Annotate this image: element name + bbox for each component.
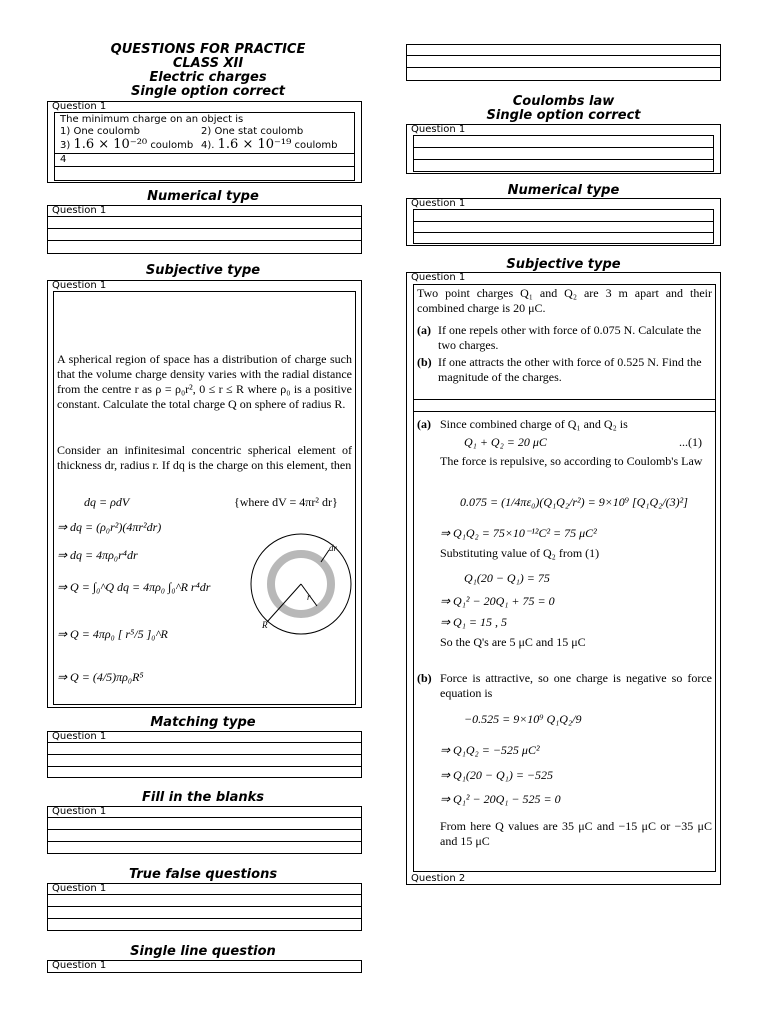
page-title — [48, 43, 368, 99]
consider-text: Consider an infinitesimal concentric spherical element of thickness dr, radius r. If dq is the charge on this element, then — [57, 443, 352, 472]
equation-2: ⇒ dq = (ρ₀r²)(4πr²dr) — [57, 520, 162, 534]
divider — [407, 55, 720, 56]
section-title-numerical: Numerical type — [147, 189, 259, 204]
title-line-1: QUESTIONS FOR PRACTICE — [110, 42, 306, 57]
divider — [414, 232, 713, 233]
label-R: R — [262, 620, 268, 630]
question-label: Question 1 — [52, 731, 107, 742]
equation-3: ⇒ dq = 4πρ₀r⁴dr — [57, 548, 138, 562]
coulomb-numerical-question-box — [406, 198, 721, 246]
solution-a-line-1: Since combined charge of Q₁ and Q₂ is — [440, 417, 628, 431]
solution-b-line-4: ⇒ Q₁(20 − Q₁) = −525 — [440, 768, 554, 782]
equation-5: ⇒ Q = 4πρ₀ [ r⁵/5 ]₀^R — [57, 627, 168, 641]
divider — [48, 817, 361, 818]
divider — [48, 829, 361, 830]
equation-tag-1: ...(1) — [679, 435, 702, 449]
single-line-question-box — [47, 960, 362, 973]
divider — [414, 399, 715, 400]
soc-question-box — [47, 101, 362, 183]
section-title-fill-blanks: Fill in the blanks — [142, 790, 264, 805]
divider — [48, 894, 361, 895]
numerical-question-box — [47, 205, 362, 254]
subjective-question-box — [47, 280, 362, 708]
soc-inner — [413, 135, 714, 172]
solution-a-line-6: Substituting value of Q₂ from (1) — [440, 546, 600, 560]
divider — [407, 67, 720, 68]
solution-a-line-3: The force is repulsive, so according to Coulomb's Law — [440, 454, 703, 468]
section-title-true-false: True false questions — [128, 867, 278, 882]
divider — [48, 754, 361, 755]
solution-a-label: (a) — [417, 417, 431, 431]
solution-b-line-3: ⇒ Q₁Q₂ = −525 μC² — [440, 743, 540, 757]
option-4 — [201, 137, 337, 152]
solution-a-line-9: ⇒ Q₁ = 15 , 5 — [440, 615, 507, 629]
section-title-numerical: Numerical type — [507, 183, 620, 198]
option-3-value: 1.6 × 10⁻²⁰ — [73, 137, 148, 152]
question-label: Question 1 — [52, 280, 107, 291]
title-line-2: CLASS XII — [172, 56, 244, 71]
solution-a-line-10: So the Q's are 5 μC and 15 μC — [440, 635, 586, 649]
question-label: Question 1 — [52, 205, 107, 216]
option-4-unit: coulomb — [294, 140, 338, 151]
question-label: Question 1 — [411, 272, 466, 283]
title-line-3: Electric charges — [149, 70, 267, 85]
option-3 — [60, 137, 193, 152]
previous-question-box — [406, 44, 721, 81]
divider — [55, 153, 354, 154]
divider — [48, 841, 361, 842]
divider — [414, 159, 713, 160]
question-label: Question 1 — [411, 198, 466, 209]
soc-inner — [54, 112, 355, 181]
solution-b-line-6: From here Q values are 35 μC and −15 μC or −35 μC and 15 μC — [440, 819, 712, 848]
part-a-question: If one repels other with force of 0.075 N. Calculate the two charges. — [438, 323, 702, 352]
divider — [48, 228, 361, 229]
sphere-shell-diagram — [249, 532, 353, 636]
solution-a-line-5: ⇒ Q₁Q₂ = 75×10⁻¹²C² = 75 μC² — [440, 526, 597, 540]
option-4-num: 4). — [201, 140, 215, 151]
divider — [48, 766, 361, 767]
divider — [48, 742, 361, 743]
divider — [414, 411, 715, 412]
solution-a-line-7: Q₁(20 − Q₁) = 75 — [464, 571, 550, 585]
problem-statement: Two point charges Q₁ and Q₂ are 3 m apart and their combined charge is 20 μC. — [417, 286, 712, 315]
question-text: The minimum charge on an object is — [60, 114, 244, 125]
problem-text: A spherical region of space has a distribution of charge such that the volume charge density varies with the radial distance from the centre r as ρ = ρ₀r², 0 ≤ r ≤ R where ρ₀ is a positive constant. Calculate the total charge Q on sphere of radius R. — [57, 352, 352, 411]
question-label: Question 1 — [52, 883, 107, 894]
equation-1-note: {where dV = 4πr² dr} — [234, 495, 338, 509]
coulomb-subtitle: Single option correct — [486, 108, 641, 123]
question-2-label: Question 2 — [411, 873, 466, 884]
answer-text: 4 — [60, 154, 67, 165]
section-title-subjective: Subjective type — [145, 263, 261, 278]
part-a-label: (a) — [417, 323, 431, 337]
equation-1: dq = ρdV — [84, 495, 130, 509]
question-label: Question 1 — [411, 124, 466, 135]
matching-question-box — [47, 731, 362, 778]
label-r: r — [307, 592, 311, 602]
option-4-value: 1.6 × 10⁻¹⁹ — [217, 137, 292, 152]
question-label: Question 1 — [52, 101, 107, 112]
coulomb-subjective-question-box — [406, 272, 721, 885]
solution-b-line-2: −0.525 = 9×10⁹ Q₁Q₂/9 — [464, 712, 582, 726]
coulomb-title: Coulombs law — [512, 94, 615, 109]
equation-4: ⇒ Q = ∫₀^Q dq = 4πρ₀ ∫₀^R r⁴dr — [57, 580, 211, 594]
section-title-single-line: Single line question — [130, 944, 276, 959]
problem-solution-panel — [413, 284, 716, 872]
solution-b-line-1: Force is attractive, so one charge is negative so force equation is — [440, 671, 712, 700]
section-header-coulombs-law — [406, 95, 721, 123]
equation-6: ⇒ Q = (4/5)πρ₀R⁵ — [57, 670, 144, 684]
question-label: Question 1 — [52, 960, 107, 971]
divider — [48, 240, 361, 241]
title-line-4: Single option correct — [131, 84, 285, 99]
option-2: 2) One stat coulomb — [201, 126, 304, 137]
divider — [55, 166, 354, 167]
solution-a-line-4: 0.075 = (1/4πε₀)(Q₁Q₂/r²) = 9×10⁹ [Q₁Q₂/(3)²] — [460, 495, 688, 509]
divider — [48, 918, 361, 919]
coulomb-soc-question-box — [406, 124, 721, 174]
section-title-subjective: Subjective type — [506, 257, 621, 272]
solution-a-line-2: Q₁ + Q₂ = 20 μC — [464, 435, 547, 449]
divider — [414, 147, 713, 148]
divider — [414, 221, 713, 222]
fill-blanks-question-box — [47, 806, 362, 854]
label-dr: dr — [329, 543, 338, 553]
section-title-matching: Matching type — [150, 715, 256, 730]
numerical-inner — [413, 209, 714, 244]
solution-b-label: (b) — [417, 671, 432, 685]
divider — [48, 906, 361, 907]
option-1: 1) One coulomb — [60, 126, 140, 137]
question-label: Question 1 — [52, 806, 107, 817]
part-b-question: If one attracts the other with force of 0.525 N. Find the magnitude of the charges. — [438, 355, 702, 384]
divider — [48, 216, 361, 217]
part-b-label: (b) — [417, 355, 432, 369]
solution-a-line-8: ⇒ Q₁² − 20Q₁ + 75 = 0 — [440, 594, 555, 608]
solution-panel — [53, 291, 356, 705]
solution-b-line-5: ⇒ Q₁² − 20Q₁ − 525 = 0 — [440, 792, 561, 806]
option-3-num: 3) — [60, 140, 71, 151]
option-3-unit: coulomb — [150, 140, 194, 151]
true-false-question-box — [47, 883, 362, 931]
